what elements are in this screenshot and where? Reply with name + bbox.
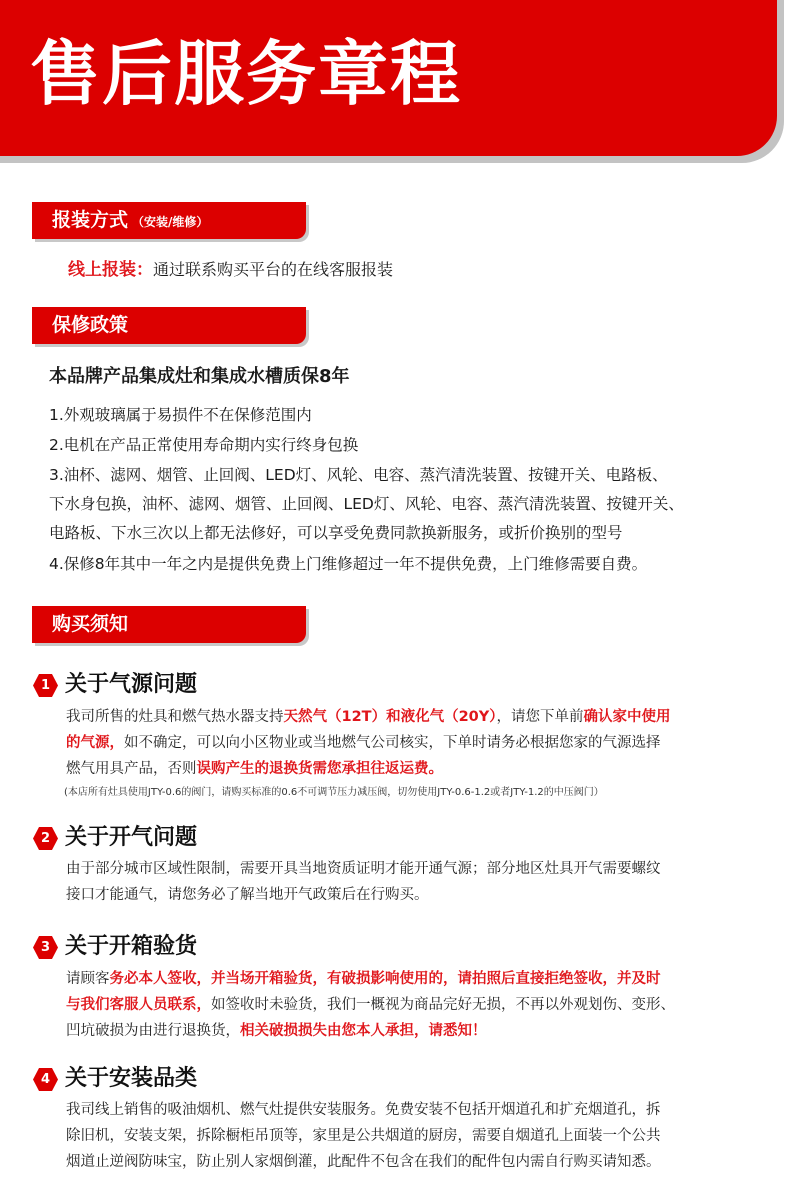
- warranty-item: 下水身包换，油杯、滤网、烟管、止回阀、LED灯、风轮、电容、蒸汽清洗装置、按键开关、: [49, 495, 684, 513]
- warranty-item: 4.保修8年其中一年之内是提供免费上门维修超过一年不提供免费，上门维修需要自费。: [49, 555, 648, 573]
- notice-title: 关于气源问题: [65, 672, 198, 697]
- notice-title: 关于开箱验货: [65, 934, 198, 959]
- notice-line: 我司所售的灶具和燃气热水器支持天然气（12T）和液化气（20Y），请您下单前确认家中使用: [66, 709, 671, 725]
- warranty-item: 2.电机在产品正常使用寿命期内实行终身包换: [49, 436, 359, 454]
- warranty-item: 3.油杯、滤网、烟管、止回阀、LED灯、风轮、电容、蒸汽清洗装置、按键开关、电路板、: [49, 466, 668, 484]
- number-badge-icon: 3: [33, 936, 58, 959]
- notice-footnote: (本店所有灶具使用JTY-0.6的阀门，请购买标准的0.6不可调节压力减压阀，切勿使用JTY-0.6-1.2或者JTY-1.2的中压阀门）: [64, 787, 604, 798]
- warranty-item: 1.外观玻璃属于易损件不在保修范围内: [49, 406, 312, 424]
- section-title-warranty: 保修政策: [52, 314, 129, 336]
- report-method-line: [68, 259, 393, 281]
- notice-title: 关于安装品类: [65, 1066, 198, 1091]
- report-method-key: 线上报装：: [68, 260, 153, 280]
- notice-line: 凹坑破损为由进行退换货，相关破损损失由您本人承担，请悉知！: [66, 1023, 487, 1039]
- notice-line: 接口才能通气，请您务必了解当地开气政策后在行购买。: [66, 887, 429, 903]
- header-banner: [0, 0, 777, 156]
- section-subtitle-report: （安装/维修）: [132, 215, 209, 229]
- notice-line: 除旧机，安装支架，拆除橱柜吊顶等，家里是公共烟道的厨房，需要自烟道孔上面装一个公共: [66, 1128, 661, 1144]
- number-badge-icon: 4: [33, 1068, 58, 1091]
- report-method-text: 通过联系购买平台的在线客服报装: [153, 260, 394, 279]
- page-title: 售后服务章程: [30, 33, 462, 115]
- notice-body: [66, 966, 675, 1044]
- number-badge-icon: 2: [33, 827, 58, 850]
- notice-title: 关于开气问题: [65, 825, 198, 850]
- notice-body: [66, 856, 661, 908]
- section-title-purchase: 购买须知: [52, 613, 129, 635]
- notice-line: 由于部分城市区域性限制，需要开具当地资质证明才能开通气源；部分地区灶具开气需要螺纹: [66, 861, 661, 877]
- notice-line: 我司线上销售的吸油烟机、燃气灶提供安装服务。免费安装不包括开烟道孔和扩充烟道孔，拆: [66, 1102, 661, 1118]
- notice-line: 燃气用具产品，否则误购产生的退换货需您承担往返运费。: [66, 761, 443, 777]
- section-header-report: [32, 202, 306, 239]
- warranty-item: 电路板、下水三次以上都无法修好，可以享受免费同款换新服务，或折价换别的型号: [49, 524, 623, 542]
- warranty-headline: 本品牌产品集成灶和集成水槽质保8年: [49, 366, 350, 387]
- number-badge-icon: 1: [33, 674, 58, 697]
- section-header-warranty: [32, 307, 306, 344]
- notice-body: [66, 1097, 661, 1175]
- notice-line: 与我们客服人员联系，如签收时未验货，我们一概视为商品完好无损，不再以外观划伤、变形、: [66, 997, 675, 1013]
- notice-line: 请顾客务必本人签收，并当场开箱验货，有破损影响使用的，请拍照后直接拒绝签收，并及时: [66, 971, 661, 987]
- notice-body: [66, 704, 671, 804]
- section-title-report: 报装方式: [52, 209, 129, 231]
- notice-line: 烟道止逆阀防味宝，防止别人家烟倒灌，此配件不包含在我们的配件包内需自行购买请知悉。: [66, 1154, 661, 1170]
- notice-line: 的气源，如不确定，可以向小区物业或当地燃气公司核实，下单时请务必根据您家的气源选择: [66, 735, 661, 751]
- section-header-purchase: [32, 606, 306, 643]
